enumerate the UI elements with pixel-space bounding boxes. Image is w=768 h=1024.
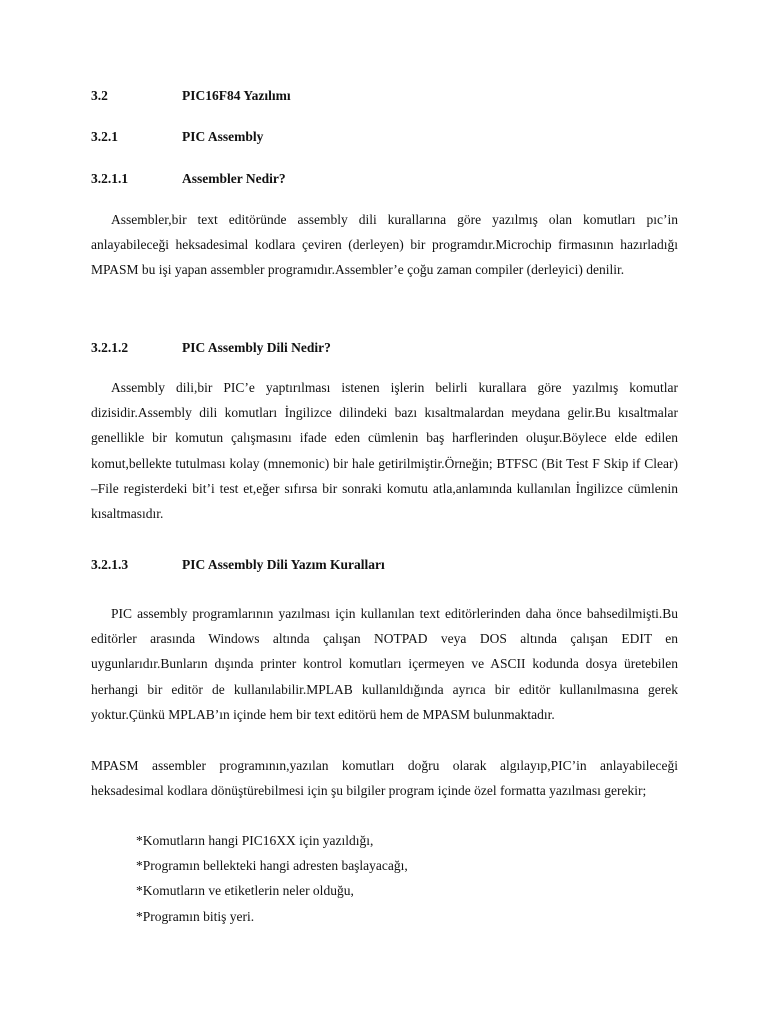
heading-3-2-1-3 — [91, 557, 385, 573]
heading-3-2-1-1 — [91, 171, 286, 187]
list-item: *Programın bellekteki hangi adresten başlayacağı, — [136, 858, 408, 874]
list-item: *Komutların hangi PIC16XX için yazıldığı, — [136, 833, 374, 848]
heading-number: 3.2.1 — [91, 129, 118, 144]
heading-number: 3.2.1.1 — [91, 171, 129, 186]
heading-3-2 — [91, 88, 291, 104]
paragraph-yazim-kurallari: PIC assembly programlarının yazılması için kullanılan text editörlerinden daha önce bahsedilmişti.Bu editörler arasında Windows altında çalışan NOTPAD veya DOS altında çalışan EDIT en uygunlarıdır.Bunların dışında printer kontrol komutları içermeyen ve ASCII kodunda dosya üretebilen herhangi bir editör de kullanılabilir.MPLAB kullanıldığında ayrıca bir editör kullanılmasına gerek yoktur.Çünkü MPLAB’ın içinde hem bir text editörü hem de MPASM bulunmaktadır. — [91, 606, 678, 722]
paragraph-mpasm: MPASM assembler programının,yazılan komutları doğru olarak algılayıp,PIC’in anlayabileceği heksadesimal kodlara dönüştürebilmesi için şu bilgiler program içinde özel formatta yazılması gerekir; — [91, 758, 678, 799]
heading-title: PIC Assembly — [182, 129, 264, 144]
heading-number: 3.2.1.2 — [91, 340, 129, 355]
heading-number: 3.2 — [91, 88, 108, 103]
paragraph-assembler: Assembler,bir text editöründe assembly dili kurallarına göre yazılmış olan komutları pıc’in anlayabileceği heksadesimal kodlara çeviren (derleyen) bir programdır.Microchip firmasının hazırladığı MPASM bu işi yapan assembler programıdır.Assembler’e çoğu zaman compiler (derleyici) denilir. — [91, 212, 678, 278]
requirements-list — [136, 828, 408, 929]
paragraph-assembly-dili: Assembly dili,bir PIC’e yaptırılması istenen işlerin belirli kurallara göre yazılmış komutlar dizisidir.Assembly dili komutları İngilizce dilindeki bazı kısaltmalardan meydana gelir.Bu kısaltmalar genellikle bir komutun çalışmasını ifade eden cümlenin baş harflerinden oluşur.Böylece elde edilen komut,bellekte tutulması kolay (mnemonic) bir hale getirilmiştir.Örneğin; BTFSC (Bit Test F Skip if Clear) –File registerdeki bit’i test et,eğer sıfırsa bir sonraki komutu atla,anlamında kullanılan İngilizce cümlenin kısaltmasıdır. — [91, 380, 678, 522]
heading-title: PIC Assembly Dili Nedir? — [182, 340, 331, 355]
heading-title: Assembler Nedir? — [182, 171, 286, 186]
heading-title: PIC16F84 Yazılımı — [182, 88, 291, 103]
heading-number: 3.2.1.3 — [91, 557, 129, 572]
heading-title: PIC Assembly Dili Yazım Kuralları — [182, 557, 385, 572]
list-item: *Programın bitiş yeri. — [136, 908, 255, 924]
heading-3-2-1 — [91, 129, 263, 145]
heading-3-2-1-2 — [91, 340, 331, 356]
list-item: *Komutların ve etiketlerin neler olduğu, — [136, 883, 354, 899]
